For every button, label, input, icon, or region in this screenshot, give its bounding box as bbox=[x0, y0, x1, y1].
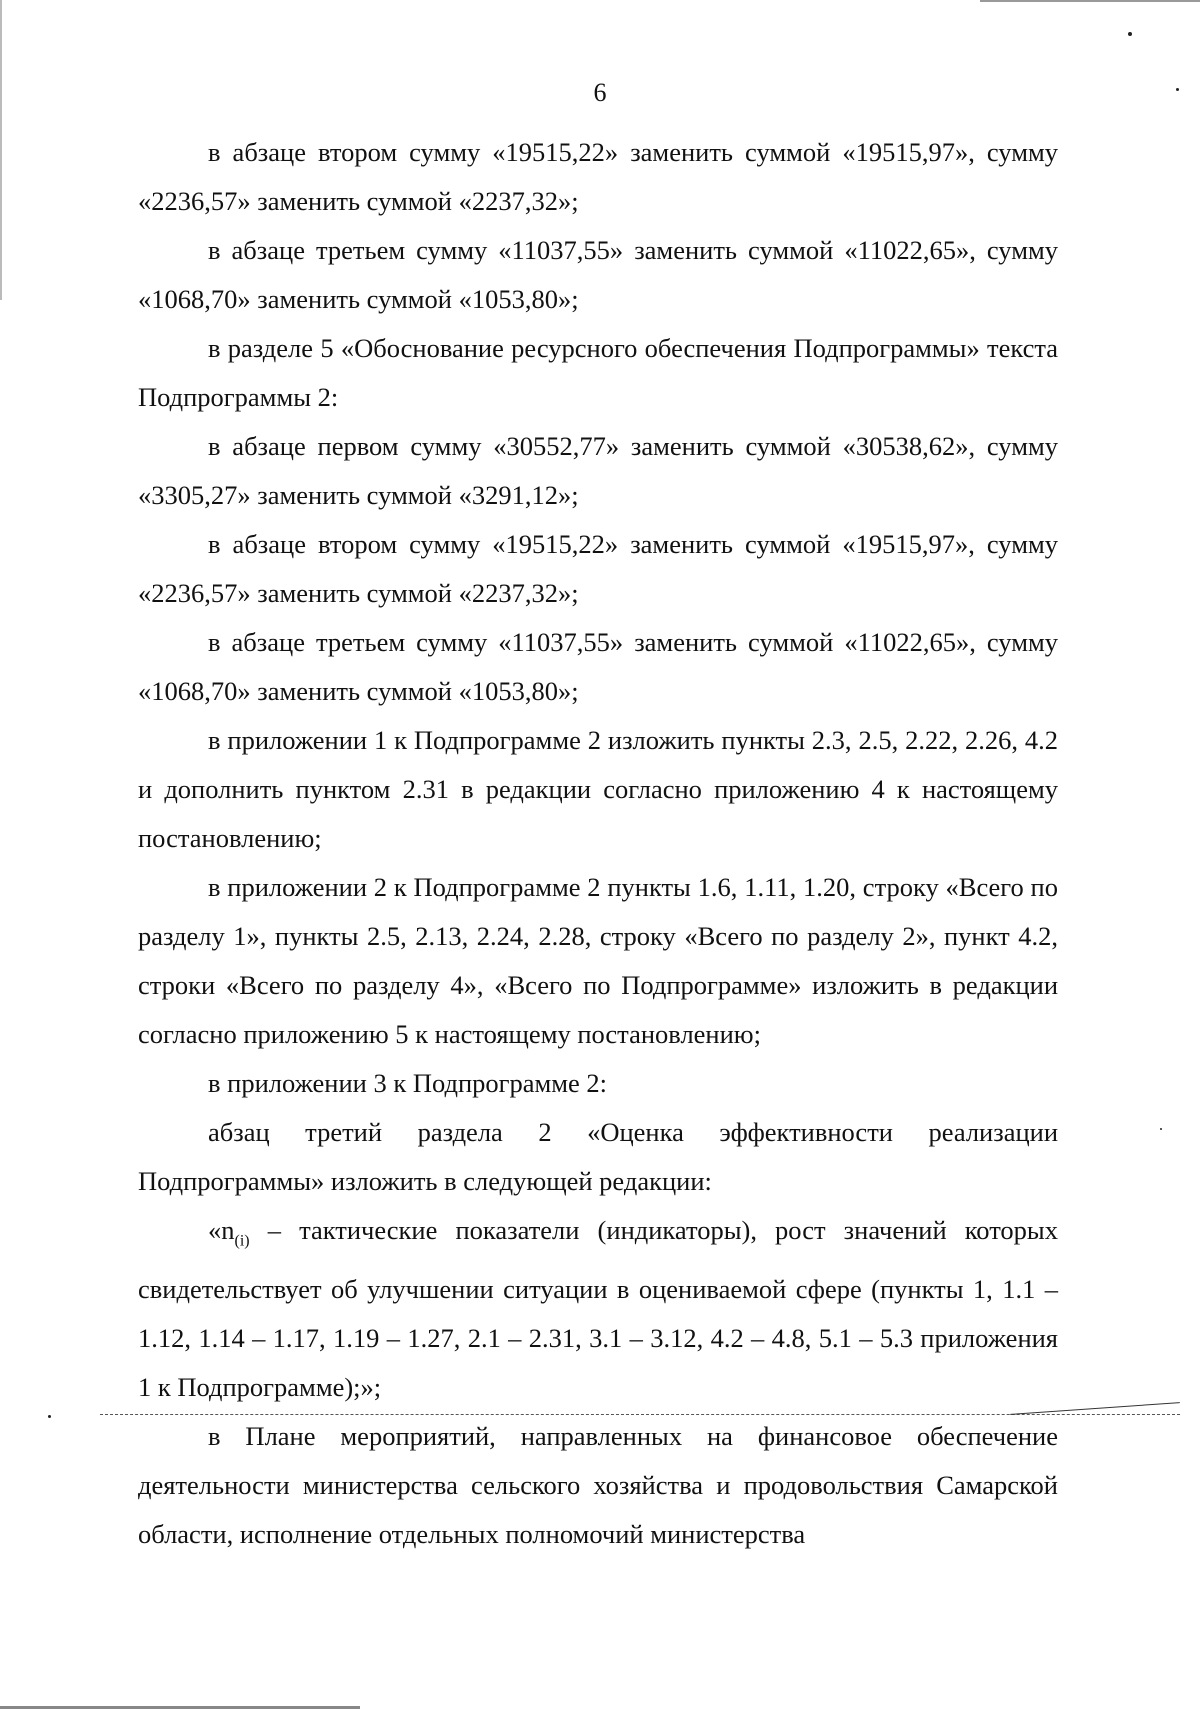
paragraph: в приложении 2 к Подпрограмме 2 пункты 1.6, 1.11, 1.20, строку «Всего по разделу 1», пункты 2.5, 2.13, 2.24, 2.28, строку «Всего по разделу 2», пункт 4.2, строки «Всего по разделу 4», «Всего по Подпрограмме» изложить в редакции согласно приложению 5 к настоящему постановлению; bbox=[138, 872, 1058, 1049]
scan-speck bbox=[1128, 32, 1132, 36]
paragraph: в абзаце втором сумму «19515,22» заменить суммой «19515,97», сумму «2236,57» заменить суммой «2237,32»; bbox=[138, 137, 1058, 216]
paragraph: в абзаце втором сумму «19515,22» заменить суммой «19515,97», сумму «2236,57» заменить суммой «2237,32»; bbox=[138, 529, 1058, 608]
scan-speck bbox=[1160, 1128, 1162, 1130]
paragraph: в приложении 1 к Подпрограмме 2 изложить пункты 2.3, 2.5, 2.22, 2.26, 4.2 и дополнить пунктом 2.31 в редакции согласно приложению 4 к настоящему постановлению; bbox=[138, 725, 1058, 853]
paragraph: абзац третий раздела 2 «Оценка эффективности реализации Подпрограммы» изложить в следующей редакции: bbox=[138, 1117, 1058, 1196]
quote-rest: – тактические показатели (индикаторы), рост значений которых свидетельствует об улучшении ситуации в оцениваемой сфере (пункты 1, 1.1 – 1.12, 1.14 – 1.17, 1.19 – 1.27, 2.1 – 2.31, 3.1 – 3.12, 4.2 – 4.8, 5.1 – 5.3 приложения 1 к Подпрограмме);»; bbox=[138, 1215, 1058, 1403]
scan-speck bbox=[48, 1415, 51, 1418]
scan-edge-bottom bbox=[0, 1706, 360, 1709]
quote-open: «n bbox=[208, 1215, 235, 1245]
paragraph: в абзаце третьем сумму «11037,55» заменить суммой «11022,65», сумму «1068,70» заменить суммой «1053,80»; bbox=[138, 627, 1058, 706]
page-number: 6 bbox=[593, 78, 607, 107]
scan-edge-left bbox=[0, 0, 2, 300]
scan-edge-top bbox=[980, 0, 1200, 2]
paragraph: в разделе 5 «Обоснование ресурсного обеспечения Подпрограммы» текста Подпрограммы 2: bbox=[138, 333, 1058, 412]
paragraph: в абзаце третьем сумму «11037,55» заменить суммой «11022,65», сумму «1068,70» заменить суммой «1053,80»; bbox=[138, 235, 1058, 314]
paragraph: в Плане мероприятий, направленных на финансовое обеспечение деятельности министерства сельского хозяйства и продовольствия Самарской области, исполнение отдельных полномочий министерства bbox=[138, 1421, 1058, 1550]
document-body bbox=[138, 128, 1058, 1559]
scan-speck bbox=[1176, 88, 1179, 91]
paragraph: в абзаце первом сумму «30552,77» заменить суммой «30538,62», сумму «3305,27» заменить суммой «3291,12»; bbox=[138, 431, 1058, 510]
quote-subscript: (i) bbox=[234, 1232, 250, 1250]
paragraph: в приложении 3 к Подпрограмме 2: bbox=[208, 1068, 608, 1098]
quoted-paragraph bbox=[138, 1206, 1058, 1412]
